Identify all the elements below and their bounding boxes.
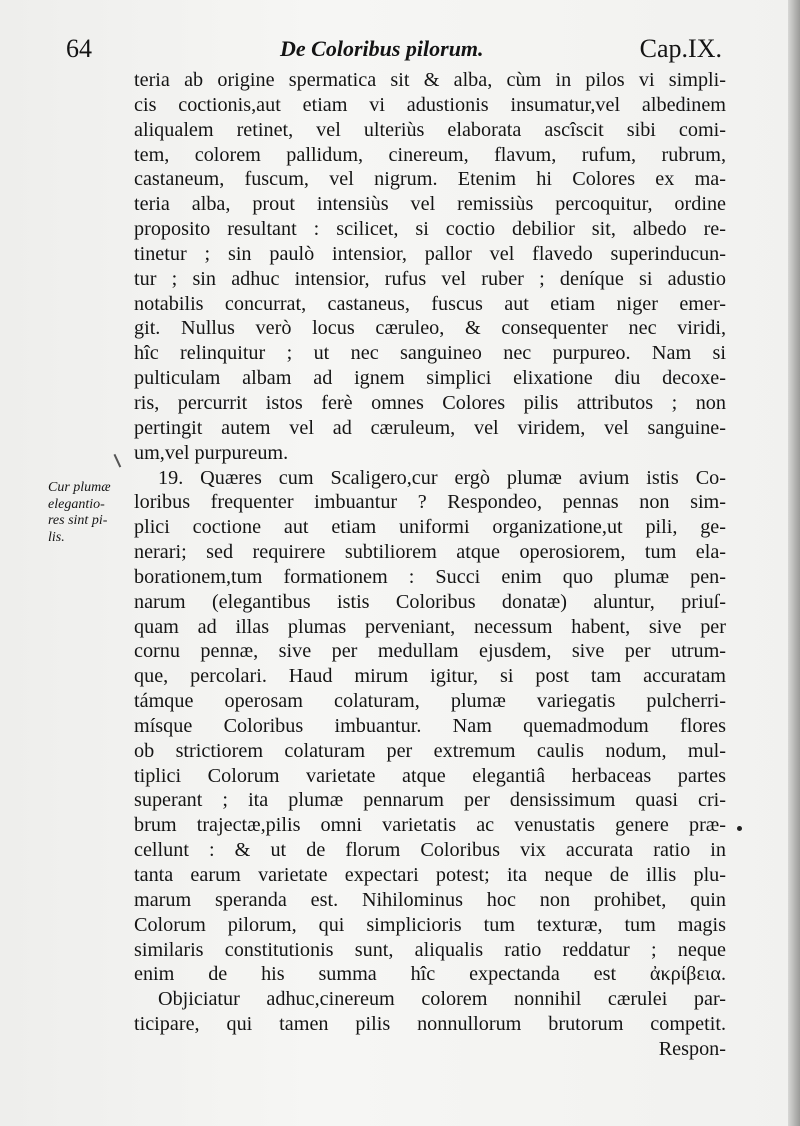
catchword: Respon- — [658, 1037, 726, 1060]
text-line: teria ab origine spermatica sit & alba, cùm in pilos vi simpli- — [134, 69, 726, 91]
ink-speck — [737, 826, 742, 831]
margin-mark — [114, 451, 129, 468]
text-line: um,vel purpureum. — [134, 441, 289, 464]
text-line: tanta earum varietate expectari potest; ita neque de illis plu- — [134, 864, 726, 886]
text-line: quam ad illas plumas perveniant, necessum habent, sive per — [134, 615, 726, 638]
text-line: pulticulam albam ad ignem simplici elixatione diu decoxe- — [134, 367, 726, 390]
text-line: ris, percurrit istos ferè omnes Colores pilis attributos ; non — [134, 391, 726, 414]
text-line: similaris constitutionis sunt, aliqualis ratio reddatur ; neque — [134, 938, 726, 961]
text-line: cellunt : & ut de florum Coloribus vix accurata ratio in — [134, 839, 726, 862]
text-line: proposito resultant : scilicet, si coctio debilior sit, albedo re- — [134, 218, 726, 241]
text-line: brum trajectæ,pilis omni varietatis ac venustatis genere præ- — [134, 814, 726, 837]
text-line: cis coctionis,aut etiam vi adustionis insumatur,vel albedinem — [134, 93, 726, 116]
text-line: Objiciatur adhuc,cinereum colorem nonnihil cærulei par- — [158, 988, 726, 1011]
margin-note-line: Cur plumæ — [48, 480, 111, 495]
text-line: plici coctione aut etiam uniformi organizatione,ut pili, ge- — [134, 516, 726, 539]
page-number: 64 — [66, 34, 92, 63]
text-line: 19. Quæres cum Scaligero,cur ergò plumæ avium istis Co- — [158, 466, 726, 489]
text-line: tem, colorem pallidum, cinereum, flavum, rufum, rubrum, — [134, 143, 726, 166]
text-line: marum speranda est. Nihilominus hoc non prohibet, quin — [134, 888, 726, 911]
text-line: Colorum pilorum, qui simplicioris tum texturæ, tum magis — [134, 913, 726, 936]
running-title: De Coloribus pilorum. — [280, 36, 484, 61]
running-header — [66, 34, 722, 68]
text-line: cornu pennæ, sive per medullam ejusdem, sive per utrum- — [134, 640, 726, 663]
text-line: tur ; sin adhuc intensior, rufus vel ruber ; deníque si adustio — [134, 267, 726, 290]
margin-note — [48, 480, 128, 546]
text-line: notabilis concurrat, castaneus, fuscus aut etiam niger emer- — [134, 292, 726, 315]
text-line: mísque Coloribus imbuantur. Nam quemadmodum flores — [134, 714, 726, 737]
text-line: tinetur ; sin paulò intensior, pallor vel flavedo superinducun- — [134, 242, 726, 265]
text-line: ob strictiorem colaturam per extremum caulis nodum, mul- — [134, 739, 726, 762]
text-line: tiplici Colorum varietate atque elegantiâ herbaceas partes — [134, 764, 726, 787]
text-line: ticipare, qui tamen pilis nonnullorum brutorum competit. — [134, 1013, 726, 1036]
margin-note-line: res sint pi- — [48, 513, 108, 528]
page-edge-shadow — [788, 0, 800, 1126]
chapter-label: Cap.IX. — [639, 34, 722, 63]
text-line: borationem,tum formationem : Succi enim quo plumæ pen- — [134, 565, 726, 588]
text-line: hîc relinquitur ; ut nec sanguineo nec purpureo. Nam si — [134, 342, 726, 365]
margin-note-line: lis. — [48, 529, 65, 545]
text-line: pertingit autem vel ad cæruleum, vel viridem, vel sanguine- — [134, 416, 726, 439]
text-line: superant ; ita plumæ pennarum per densissimum quasi cri- — [134, 789, 726, 812]
text-line: que, percolari. Haud mirum igitur, si post tam accuratam — [134, 665, 726, 688]
margin-note-line: elegantio- — [48, 496, 105, 512]
text-line: aliqualem retinet, vel ulteriùs elaborata ascîscit sibi comi- — [134, 118, 726, 141]
text-line: loribus frequenter imbuantur ? Respondeo, pennas non sim- — [134, 491, 726, 514]
text-line: castaneum, fuscum, vel nigrum. Etenim hi Colores ex ma- — [134, 168, 726, 191]
body-text — [134, 68, 726, 1062]
text-line: enim de his summa hîc expectanda est ἀκρίβεια. — [134, 963, 726, 986]
text-line: teria alba, prout intensiùs vel remissiùs percoquitur, ordine — [134, 193, 726, 216]
text-line: támque operosam colaturam, plumæ variegatis pulcherri- — [134, 690, 726, 713]
text-line: nerari; sed requirere subtiliorem atque operosiorem, tum ela- — [134, 541, 726, 564]
text-line: narum (elegantibus istis Coloribus donatæ) aluntur, priuſ- — [134, 590, 726, 613]
text-line: git. Nullus verò locus cæruleo, & consequenter nec viridi, — [134, 317, 726, 340]
